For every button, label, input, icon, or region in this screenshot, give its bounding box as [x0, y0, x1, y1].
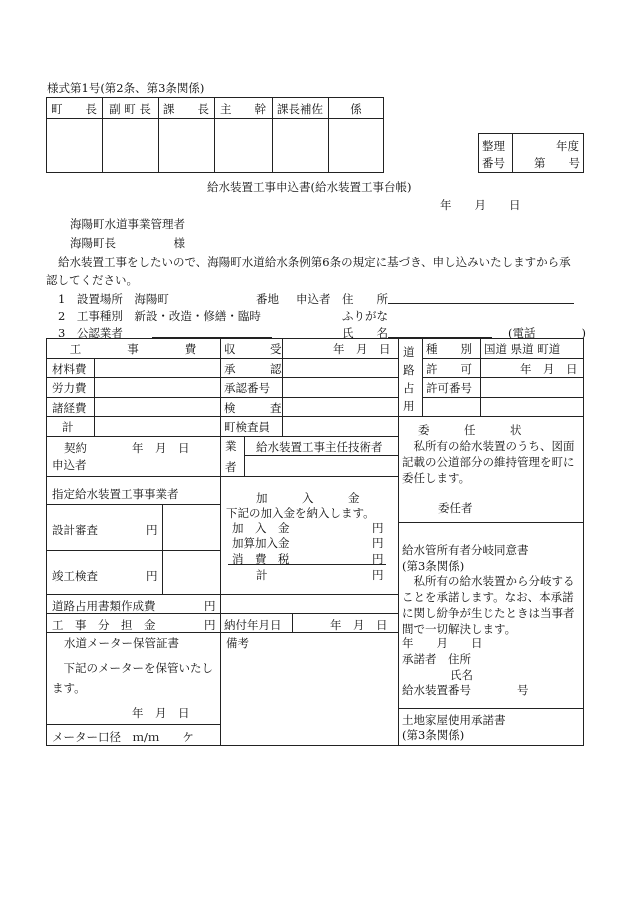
form-number: 様式第1号(第2条、第3条関係): [47, 81, 205, 95]
branch-consent-body: 私所有の給水装置から分岐することを承諾します。なお、本承諾に関し紛争が生じたときは当事者間で一切解決します。: [402, 574, 575, 636]
meter-certificate-title: 水道メーター保管証書: [64, 636, 179, 650]
land-use-consent-title: 土地家屋使用承諾書: [402, 713, 506, 727]
contractor-label: 3 公認業者: [58, 326, 123, 340]
applicant-address-label: 申込者 住 所: [296, 292, 388, 306]
addressee-manager: 海陽町水道事業管理者: [70, 217, 185, 231]
date-line: 年 月 日: [440, 198, 521, 212]
application-form-page: 様式第1号(第2条、第3条関係) 町 長 副 町 長 課 長 主 幹 課長補佐 係 整理 番号 年度 第 号 給水装置工事申込書(給水装置工事台帳) 年 月 日 海陽町水道事業管理者 海陽町長 様 給水装置工事をしたいので、海陽町水道給水条例第6条の規定に基づき、申し込みいたしますから承 認してください。 1 設置場所 海陽町 番地 申込者 住 所 2 工事種別 新設・改造・修繕・臨時 ふりがな 3 公認業者 氏 名 (電話 ) 工 事 費 材料費 労力費 諸経費 計 収 受 承 認 承認番号 検 査 町検査員 年 月 日 道 路 占 用 種 別 国道 県道 町道 許 可 年 月 日 許可番号 契約 年 月 日 申込者 業 者 給水装置工事主任技術者 委 任 状 私所有の給水装置のうち、図面記載の公道部分の維持管理を町に委任します。 委任者 指定給水装置工事事業者 加 入 金 下記の加入金を納入します。 加 入 金 加算加入金 消 費 税 計 円 円 円 円 設計審査 円 竣工検査 円 給水管所有者分岐同意書 (第3条関係) 私所有の給水装置から分岐することを承諾します。なお、本承諾に関し紛争が生じたときは当事者間で一切解決します。 年 月 日 承諾者 住所 氏名 給水装置番号 号 道路占用書類作成費 円 工 事 分 担 金 円 納付年月日 年 月 日 水道メーター保管証書 下記のメーターを保管いたします。 年 月 日 メーター口径 ｍ/ｍ ケ 備考 土地家屋使用承諾書 (第3条関係): [46, 81, 586, 744]
approval-header: 主 幹: [220, 102, 266, 116]
site-location-label: 1 設置場所 海陽町: [58, 292, 169, 306]
approval-header: 町 長: [51, 102, 97, 116]
designated-contractor-label: 指定給水装置工事事業者: [52, 487, 179, 501]
membership-fee-title: 加 入 金: [256, 491, 360, 505]
applicant-address-field[interactable]: [388, 303, 574, 304]
approval-header: 係: [350, 102, 362, 116]
addressee-mayor: 海陽町長 様: [70, 236, 185, 250]
approval-header: 課 長: [163, 102, 209, 116]
intro-text-cont: 認してください。: [46, 273, 138, 287]
approval-header: 副 町 長: [109, 102, 151, 116]
intro-text: 給水装置工事をしたいので、海陽町水道給水条例第6条の規定に基づき、申し込みいたしますから承: [58, 255, 571, 269]
construction-cost-header: 工 事 費: [69, 342, 197, 356]
meter-diameter-label: メーター口径 ｍ/ｍ ケ: [52, 730, 194, 744]
page-title: 給水装置工事申込書(給水装置工事台帳): [207, 180, 412, 194]
approval-header: 課長補佐: [277, 102, 323, 116]
chief-engineer-label: 給水装置工事主任技術者: [256, 440, 383, 454]
remarks-label: 備考: [226, 636, 249, 650]
delegation-title: 委 任 状: [418, 423, 522, 437]
meter-certificate-body: 下記のメーターを保管いたします。: [52, 661, 213, 695]
delegation-body: 私所有の給水装置のうち、図面記載の公道部分の維持管理を町に委任します。: [402, 439, 575, 485]
phone-label: (電話 ): [508, 326, 586, 340]
branch-consent-title: 給水管所有者分岐同意書: [402, 543, 529, 557]
work-type-label: 2 工事種別 新設・改造・修繕・臨時: [58, 309, 261, 323]
